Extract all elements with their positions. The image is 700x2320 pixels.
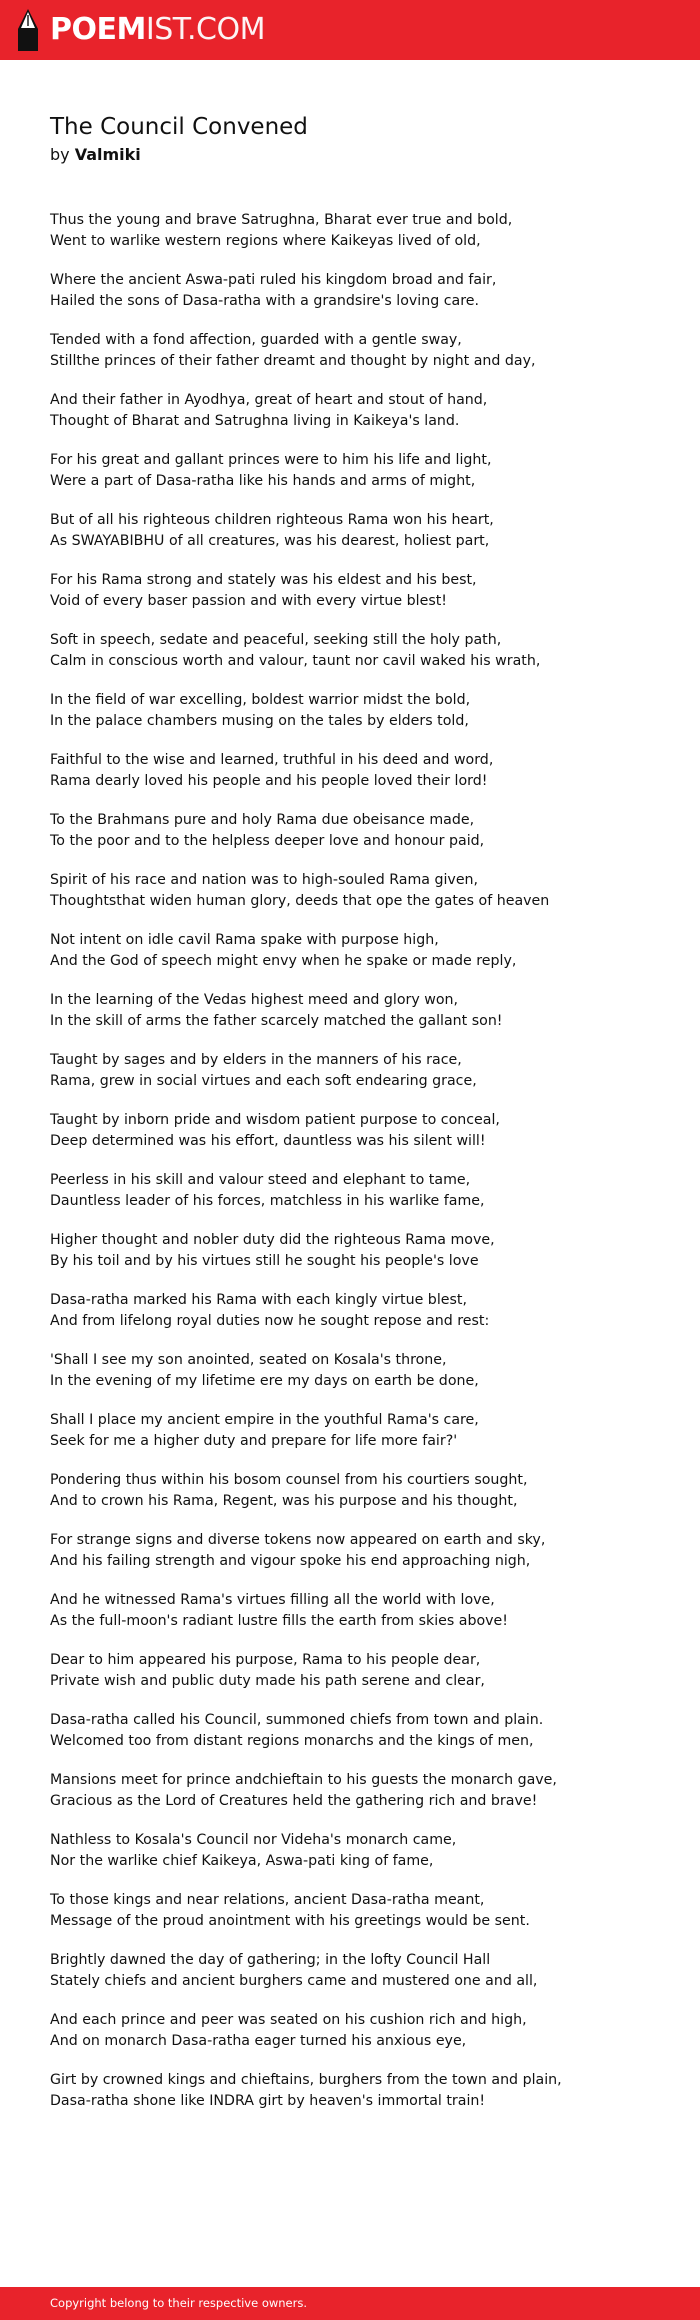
poem-line: And to crown his Rama, Regent, was his purpose and his thought,	[50, 1493, 518, 1509]
brand-name	[50, 12, 265, 47]
poem-line: Dear to him appeared his purpose, Rama to his people dear,	[50, 1652, 481, 1668]
poem-line: But of all his righteous children righteous Rama won his heart,	[50, 512, 494, 528]
poem-line: As SWAYABIBHU of all creatures, was his dearest, holiest part,	[50, 533, 490, 549]
site-logo-link[interactable]	[18, 8, 265, 52]
poem-line: Shall I place my ancient empire in the youthful Rama's care,	[50, 1412, 479, 1428]
poem-line: To the Brahmans pure and holy Rama due obeisance made,	[50, 812, 475, 828]
stanza	[50, 510, 660, 552]
poem-line: Deep determined was his effort, dauntless was his silent will!	[50, 1133, 486, 1149]
stanza	[50, 750, 660, 792]
stanza	[50, 1830, 660, 1872]
poem-line: Tended with a fond affection, guarded with a gentle sway,	[50, 332, 462, 348]
poem-line: In the learning of the Vedas highest meed and glory won,	[50, 992, 459, 1008]
stanza	[50, 1350, 660, 1392]
poem-line: Mansions meet for prince andchieftain to his guests the monarch gave,	[50, 1772, 557, 1788]
poem-line: 'Shall I see my son anointed, seated on Kosala's throne,	[50, 1352, 447, 1368]
poem-body	[50, 210, 660, 2112]
poem-line: In the field of war excelling, boldest warrior midst the bold,	[50, 692, 471, 708]
stanza	[50, 1230, 660, 1272]
poem-line: Nor the warlike chief Kaikeya, Aswa-pati king of fame,	[50, 1853, 434, 1869]
poem-line: Dasa-ratha marked his Rama with each kingly virtue blest,	[50, 1292, 467, 1308]
stanza	[50, 990, 660, 1032]
poem-line: Where the ancient Aswa-pati ruled his kingdom broad and fair,	[50, 272, 497, 288]
stanza	[50, 1950, 660, 1992]
poem-line: Dasa-ratha called his Council, summoned chiefs from town and plain.	[50, 1712, 544, 1728]
stanza	[50, 930, 660, 972]
stanza	[50, 690, 660, 732]
poem-line: Welcomed too from distant regions monarchs and the kings of men,	[50, 1733, 534, 1749]
poem-line: Taught by sages and by elders in the manners of his race,	[50, 1052, 462, 1068]
stanza	[50, 1710, 660, 1752]
poem-line: Rama dearly loved his people and his people loved their lord!	[50, 773, 488, 789]
poem-line: Seek for me a higher duty and prepare for life more fair?'	[50, 1433, 458, 1449]
poem-line: To the poor and to the helpless deeper love and honour paid,	[50, 833, 485, 849]
poem-line: And the God of speech might envy when he spake or made reply,	[50, 953, 517, 969]
stanza	[50, 330, 660, 372]
stanza	[50, 1110, 660, 1152]
poem-line: In the evening of my lifetime ere my days on earth be done,	[50, 1373, 479, 1389]
poem-line: Dauntless leader of his forces, matchless in his warlike fame,	[50, 1193, 485, 1209]
poem-line: Stillthe princes of their father dreamt and thought by night and day,	[50, 353, 536, 369]
poem-line: Peerless in his skill and valour steed and elephant to tame,	[50, 1172, 471, 1188]
stanza	[50, 1770, 660, 1812]
stanza	[50, 1890, 660, 1932]
poem-line: Hailed the sons of Dasa-ratha with a grandsire's loving care.	[50, 293, 479, 309]
poem-line: Brightly dawned the day of gathering; in the lofty Council Hall	[50, 1952, 491, 1968]
poem-line: And he witnessed Rama's virtues filling all the world with love,	[50, 1592, 495, 1608]
poem-line: And their father in Ayodhya, great of heart and stout of hand,	[50, 392, 488, 408]
poem-line: Private wish and public duty made his path serene and clear,	[50, 1673, 485, 1689]
poem-line: Pondering thus within his bosom counsel from his courtiers sought,	[50, 1472, 528, 1488]
poem-title: The Council Convened	[50, 114, 308, 140]
poem-line: Soft in speech, sedate and peaceful, seeking still the holy path,	[50, 632, 502, 648]
poem-line: Nathless to Kosala's Council nor Videha's monarch came,	[50, 1832, 457, 1848]
stanza	[50, 450, 660, 492]
poem-line: And on monarch Dasa-ratha eager turned his anxious eye,	[50, 2033, 467, 2049]
poem-line: Spirit of his race and nation was to high-souled Rama given,	[50, 872, 479, 888]
poem-line: Girt by crowned kings and chieftains, burghers from the town and plain,	[50, 2072, 562, 2088]
site-footer	[0, 2287, 700, 2320]
poem-byline	[50, 144, 660, 166]
stanza	[50, 270, 660, 312]
poem-line: Higher thought and nobler duty did the righteous Rama move,	[50, 1232, 495, 1248]
poem-line: Taught by inborn pride and wisdom patient purpose to conceal,	[50, 1112, 500, 1128]
poem-line: In the skill of arms the father scarcely matched the gallant son!	[50, 1013, 503, 1029]
stanza	[50, 1530, 660, 1572]
poem-line: Gracious as the Lord of Creatures held the gathering rich and brave!	[50, 1793, 538, 1809]
poem-line: For strange signs and diverse tokens now appeared on earth and sky,	[50, 1532, 546, 1548]
brand-name-bold: POEM	[50, 12, 146, 47]
poem-line: Thought of Bharat and Satrughna living in Kaikeya's land.	[50, 413, 460, 429]
stanza	[50, 810, 660, 852]
stanza	[50, 1650, 660, 1692]
stanza	[50, 1170, 660, 1212]
stanza	[50, 1290, 660, 1332]
site-header	[0, 0, 700, 60]
stanza	[50, 1050, 660, 1092]
stanza	[50, 870, 660, 912]
stanza	[50, 2010, 660, 2052]
by-label: by	[50, 145, 70, 164]
poem-line: Thus the young and brave Satrughna, Bharat ever true and bold,	[50, 212, 513, 228]
poem-line: In the palace chambers musing on the tales by elders told,	[50, 713, 469, 729]
stanza	[50, 1470, 660, 1512]
poem-line: Message of the proud anointment with his greetings would be sent.	[50, 1913, 530, 1929]
stanza	[50, 1590, 660, 1632]
poem-line: To those kings and near relations, ancient Dasa-ratha meant,	[50, 1892, 485, 1908]
poem-line: Rama, grew in social virtues and each soft endearing grace,	[50, 1073, 477, 1089]
poem-line: By his toil and by his virtues still he sought his people's love	[50, 1253, 479, 1269]
poem-line: For his Rama strong and stately was his eldest and his best,	[50, 572, 477, 588]
poem-line: As the full-moon's radiant lustre fills the earth from skies above!	[50, 1613, 508, 1629]
poem-line: Were a part of Dasa-ratha like his hands and arms of might,	[50, 473, 476, 489]
copyright-text: Copyright belong to their respective owners.	[50, 2296, 308, 2310]
stanza	[50, 570, 660, 612]
poem-line: And from lifelong royal duties now he sought repose and rest:	[50, 1313, 490, 1329]
poem-line: Stately chiefs and ancient burghers came and mustered one and all,	[50, 1973, 538, 1989]
poem-line: Calm in conscious worth and valour, taunt nor cavil waked his wrath,	[50, 653, 541, 669]
poem-content	[50, 112, 660, 2130]
poem-line: Void of every baser passion and with every virtue blest!	[50, 593, 447, 609]
poem-line: And each prince and peer was seated on his cushion rich and high,	[50, 2012, 527, 2028]
poem-line: Went to warlike western regions where Kaikeyas lived of old,	[50, 233, 481, 249]
pen-nib-icon	[18, 9, 38, 51]
poem-line: For his great and gallant princes were to him his life and light,	[50, 452, 492, 468]
author-link[interactable]: Valmiki	[74, 145, 141, 164]
brand-name-light: IST.COM	[145, 12, 265, 47]
poem-line: Not intent on idle cavil Rama spake with purpose high,	[50, 932, 439, 948]
stanza	[50, 630, 660, 672]
poem-line: Thoughtsthat widen human glory, deeds that ope the gates of heaven	[50, 893, 550, 909]
poem-line: And his failing strength and vigour spoke his end approaching nigh,	[50, 1553, 531, 1569]
stanza	[50, 2070, 660, 2112]
stanza	[50, 390, 660, 432]
stanza	[50, 1410, 660, 1452]
poem-line: Faithful to the wise and learned, truthful in his deed and word,	[50, 752, 494, 768]
poem-line: Dasa-ratha shone like INDRA girt by heaven's immortal train!	[50, 2093, 486, 2109]
stanza	[50, 210, 660, 252]
